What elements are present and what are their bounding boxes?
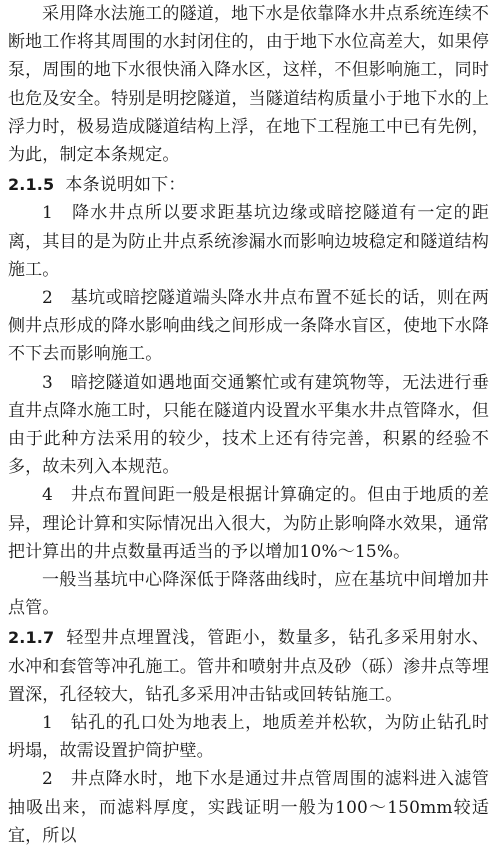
section-number: 2.1.5 [8, 175, 55, 195]
paragraph-item-4: 4 井点布置间距一般是根据计算确定的。但由于地质的差异，理论计算和实际情况出入很大，为防止影响降水效果，通常把计算出的井点数量再适当的予以增加10%～15%。 [8, 485, 489, 562]
section-text: 轻型井点埋置浅，管距小，数量多，钻孔多采用射水、水冲和套管等冲孔施工。管井和喷射井点及砂（砾）渗井点等埋置深，孔径较大，钻孔多采用冲击钻或回转钻施工。 [8, 628, 489, 705]
section-2-1-7 [8, 624, 489, 709]
section-2-1-5 [8, 171, 489, 199]
paragraph-item-1b: 1 钻孔的孔口处为地表上，地质差并松软，为防止钻孔时坍塌，故需设置护筒护壁。 [8, 713, 489, 762]
paragraph-item-2: 2 基坑或暗挖隧道端头降水井点布置不延长的话，则在两侧井点形成的降水影响曲线之间形成一条降水盲区，使地下水降不下去而影响施工。 [8, 288, 489, 365]
paragraph-item-3: 3 暗挖隧道如遇地面交通繁忙或有建筑物等，无法进行垂直井点降水施工时，只能在隧道内设置水平集水井点管降水，但由于此种方法采用的较少，技术上还有待完善，积累的经验不多，故未列入本规范。 [8, 372, 489, 478]
paragraph-intro: 采用降水法施工的隧道，地下水是依靠降水井点系统连续不断地工作将其周围的水封闭住的，由于地下水位高差大，如果停泵，周围的地下水很快涌入降水区，这样，不但影响施工，同时也危及安全。特别是明挖隧道，当隧道结构质量小于地下水的上浮力时，极易造成隧道结构上浮，在地下工程施工中已有先例，为此，制定本条规定。 [8, 4, 489, 166]
section-number: 2.1.7 [8, 628, 55, 648]
paragraph-item-2b: 2 井点降水时，地下水是通过井点管周围的滤料进入滤管抽吸出来，而滤料厚度，实践证明一般为100～150mm较适宜，所以 [8, 769, 489, 846]
paragraph-note: 一般当基坑中心降深低于降落曲线时，应在基坑中间增加井点管。 [8, 570, 489, 619]
paragraph-item-1: 1 降水井点所以要求距基坑边缘或暗挖隧道有一定的距离，其目的是为防止井点系统渗漏水而影响边坡稳定和隧道结构施工。 [8, 203, 489, 280]
section-text: 本条说明如下： [65, 175, 186, 196]
